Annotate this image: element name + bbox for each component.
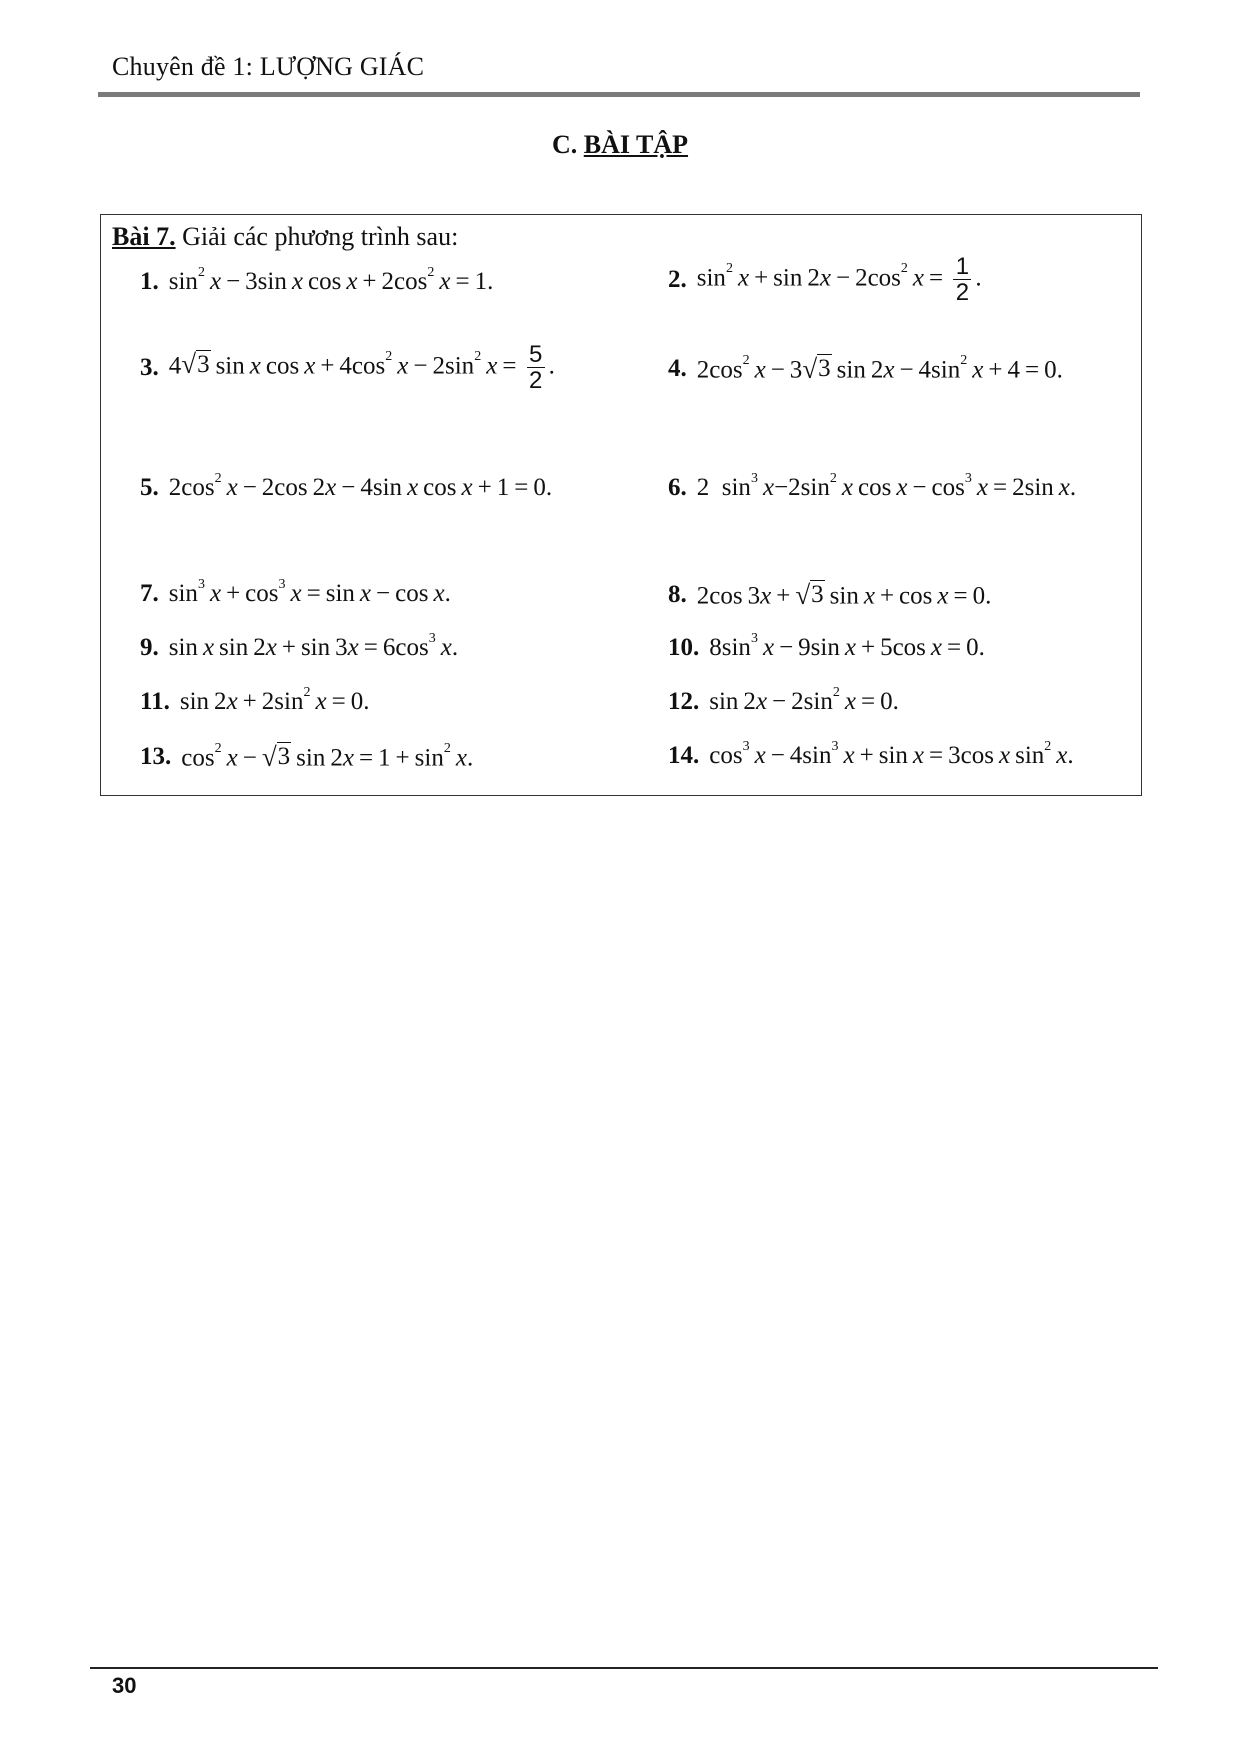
- equation-item-12: [668, 684, 899, 716]
- equation-item-7: [140, 576, 451, 608]
- equation-item-4: [668, 354, 1063, 385]
- exercise-label: Bài 7.: [112, 222, 176, 251]
- equation-item-8: [668, 580, 991, 611]
- equation: $2\cos^2$ x − 3 √ 3 $\sin 2x - 4\sin^2$ x + 4 = 0.: [696, 353, 1063, 384]
- equation: $\sin^3 x + \cos^3 x = \sin x - \cos x$.: [168, 576, 451, 607]
- item-number: 10.: [668, 634, 700, 661]
- equation-item-2: [668, 254, 982, 305]
- item-number: 13.: [140, 743, 172, 771]
- equation: 4 √ 3 sin x $\cos x + 4\cos^2$ $x - 2\sin^2$ x = $\frac{5}{2}$ .: [168, 341, 555, 395]
- item-number: 11.: [140, 688, 170, 715]
- equation: $\cos^3 x - 4\sin^3$ x + sin x = 3cos x $\sin^2 x$.: [709, 738, 1074, 769]
- equation-item-3: [140, 342, 555, 393]
- fraction: $\frac{5}{2}$: [527, 342, 545, 393]
- item-number: 3.: [140, 353, 159, 381]
- section-title-text: BÀI TẬP: [583, 130, 689, 159]
- item-number: 4.: [668, 355, 687, 383]
- equation: 2cos 3x + √ 3 sin x + cos x = 0.: [696, 579, 992, 610]
- equation-item-1: [140, 264, 494, 296]
- equation: $\cos^2 x$ − √ 3 $\sin 2x = 1 + \sin^2 x$.: [181, 741, 474, 772]
- equation: sin x $\sin 2x + \sin 3x = 6\cos^3$ x.: [168, 630, 459, 661]
- equation: $\sin^2 x - 3\sin$ x $\cos x + 2\cos^2$ x = 1.: [168, 264, 494, 295]
- equation: $2\cos^2$ x − 2cos 2x − 4sin x cos x + 1 = 0.: [168, 470, 553, 501]
- equation: $\sin 2x + 2\sin^2$ x = 0.: [179, 684, 370, 715]
- equation-item-9: [140, 630, 459, 662]
- section-prefix: C.: [551, 130, 578, 159]
- equation: $\sin^2 x + \sin 2x - 2\cos^2$ x = $\frac{1}{2}$ .: [696, 253, 982, 307]
- item-number: 7.: [140, 580, 159, 607]
- sqrt-3: √ 3: [795, 579, 824, 610]
- item-number: 6.: [668, 474, 687, 501]
- fraction: $\frac{1}{2}$: [953, 254, 971, 305]
- equation-item-14: [668, 738, 1074, 770]
- item-number: 8.: [668, 581, 687, 609]
- header-rule: [98, 92, 1140, 97]
- section-title: [0, 130, 1240, 160]
- item-number: 9.: [140, 634, 159, 661]
- equation-item-6: [668, 470, 1077, 502]
- sqrt-3: √ 3: [181, 349, 210, 380]
- equation: $8\sin^3$ x − 9sin x + 5cos x = 0.: [709, 630, 985, 661]
- item-number: 12.: [668, 688, 700, 715]
- page-number: 30: [112, 1673, 137, 1698]
- equation-item-13: [140, 742, 473, 773]
- footer-rule: [90, 1667, 1158, 1669]
- equation: 2 $\sin^3 x-2\sin^2$ x $\cos x - \cos^3 x = 2\sin$ x.: [696, 470, 1077, 501]
- sqrt-3: √ 3: [261, 741, 291, 772]
- running-head: Chuyên đề 1: LƯỢNG GIÁC: [112, 52, 425, 81]
- equation-item-10: [668, 630, 985, 662]
- item-number: 2.: [668, 265, 687, 293]
- exercise-heading: [112, 222, 458, 252]
- equation-item-11: [140, 684, 370, 716]
- item-number: 1.: [140, 268, 159, 295]
- item-number: 14.: [668, 742, 700, 769]
- exercise-instruction: Giải các phương trình sau:: [182, 222, 459, 251]
- sqrt-3: √ 3: [802, 353, 831, 384]
- equation-item-5: [140, 470, 553, 502]
- item-number: 5.: [140, 474, 159, 501]
- equation: $\sin 2x - 2\sin^2$ x = 0.: [709, 684, 899, 715]
